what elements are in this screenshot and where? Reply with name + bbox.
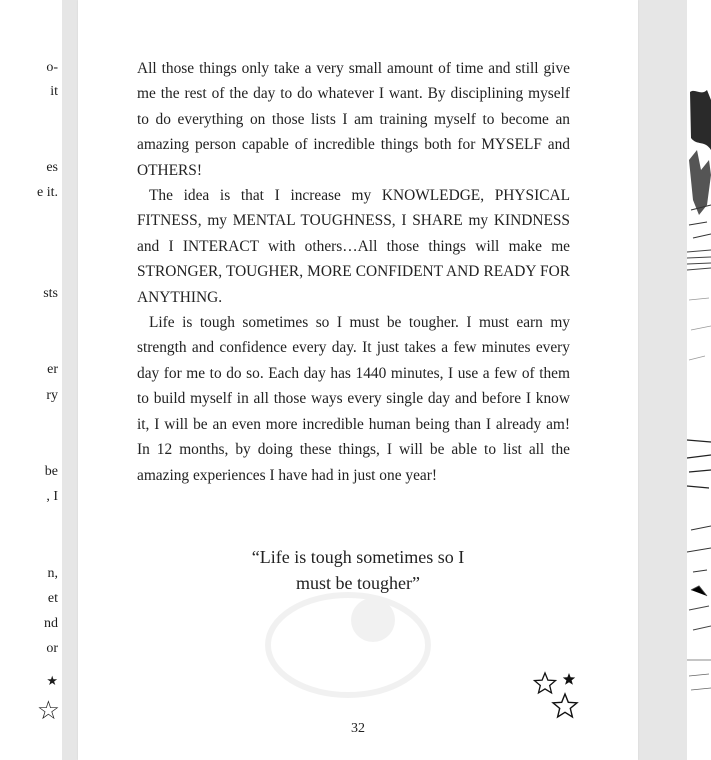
left-page-fragment: e it. — [37, 185, 58, 200]
left-page-fragment: et — [47, 591, 58, 606]
left-page-edge — [0, 0, 62, 760]
faint-watermark-graphic — [263, 590, 433, 700]
star-filled-icon: ★ — [46, 673, 58, 688]
paragraph: The idea is that I increase my KNOWLEDGE, PHYSICAL FITNESS, my MENTAL TOUGHNESS, I SHARE my KINDNESS and I INTERACT with others…All those things will make me STRONGER, TOUGHER, MORE CONFIDENT AND READY FOR ANYTHING. — [137, 187, 570, 306]
left-page-fragment: n, — [47, 566, 58, 581]
left-page-fragment: be — [44, 464, 58, 479]
left-page-fragment: er — [47, 362, 58, 377]
left-page-fragment: or — [46, 641, 58, 656]
left-page-fragment: es — [46, 160, 58, 175]
stars-decoration — [530, 668, 590, 728]
body-text — [137, 56, 570, 488]
quote-line: “Life is tough sometimes so I — [251, 547, 465, 567]
star-outline-icon: ☆ — [36, 696, 60, 725]
book-page — [78, 0, 638, 760]
right-page-edge — [687, 0, 711, 760]
left-page-fragment: , I — [46, 489, 58, 504]
star-outline-icon — [553, 694, 577, 717]
paragraph: All those things only take a very small amount of time and still give me the rest of the day to do whatever I want. By disciplining myself to do everything on those lists I am training myself to become an amazing person capable of incredible things both for MYSELF and OTHERS! — [137, 60, 570, 179]
page-number: 32 — [351, 721, 365, 736]
left-page-fragment: it — [50, 84, 58, 99]
pull-quote — [78, 544, 638, 596]
star-filled-icon — [563, 673, 575, 685]
sketch-illustration — [687, 0, 711, 760]
left-page-fragment: ry — [46, 388, 58, 403]
left-page-fragment: sts — [43, 286, 58, 301]
quote-line: must be tougher” — [296, 573, 420, 593]
left-page-fragment: nd — [44, 616, 58, 631]
star-outline-icon — [535, 673, 556, 693]
paragraph: Life is tough sometimes so I must be tougher. I must earn my strength and confidence every day. It just takes a few minutes every day for me to do so. Each day has 1440 minutes, I use a few of them to build myself in all those ways every single day and before I know it, I will be an even more incredible human being than I already am! In 12 months, by doing these things, I will be able to list all the amazing experiences I have had in just one year! — [137, 314, 570, 484]
left-page-fragment: o- — [46, 60, 58, 75]
